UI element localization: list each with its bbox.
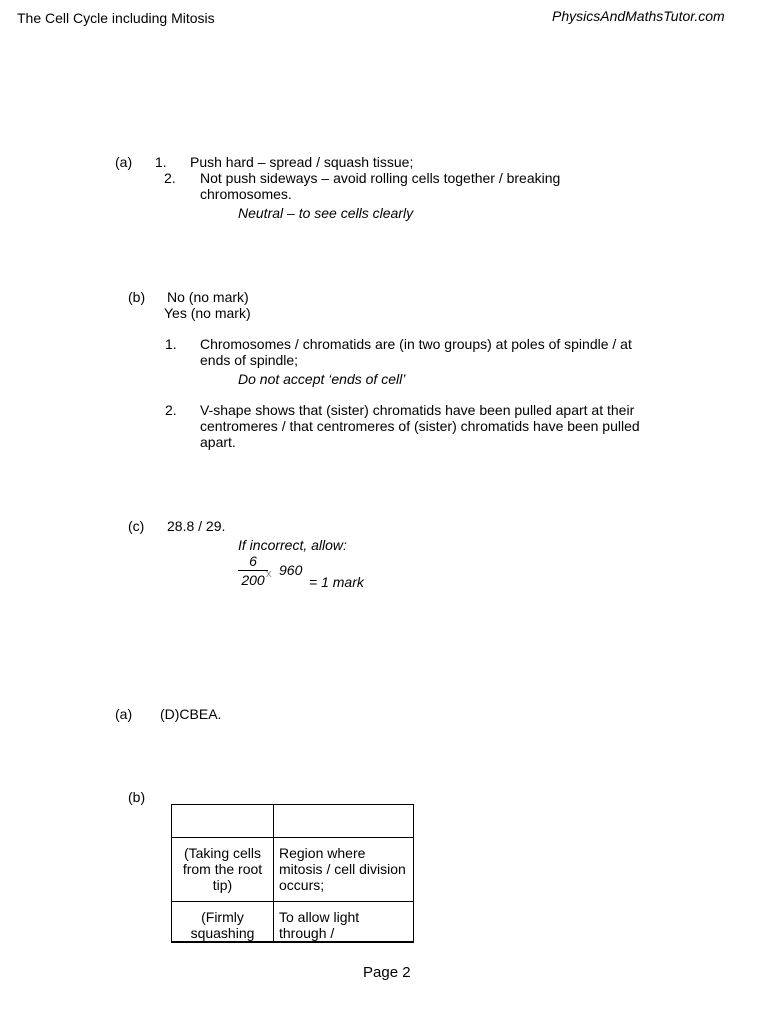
- q1b-point2-text-line2: centromeres / that centromeres of (sister) chromatids have been pulled: [200, 418, 640, 434]
- q1c-times-sign: x: [266, 568, 272, 580]
- table-cell: [274, 805, 414, 838]
- q1b-point1-text-line2: ends of spindle;: [200, 352, 299, 368]
- q1a-point2-text-line2: chromosomes.: [200, 186, 292, 202]
- table-cell: Region where mitosis / cell division occurs;: [274, 838, 414, 902]
- q1c-fraction-denominator: 200: [241, 572, 265, 588]
- q1c-fraction-numerator: 6: [249, 553, 257, 569]
- table-cell: [172, 805, 274, 838]
- q1b-point2-text-line1: V-shape shows that (sister) chromatids have been pulled apart at their: [200, 402, 635, 418]
- q1c-allow-note: If incorrect, allow:: [238, 537, 347, 553]
- q2b-mark-scheme-table: [171, 804, 414, 943]
- q1a-label: (a): [115, 154, 133, 170]
- q2a-answer: (D)CBEA.: [160, 706, 222, 722]
- q1b-point1-number: 1.: [165, 336, 177, 352]
- document-title: The Cell Cycle including Mitosis: [17, 10, 215, 26]
- q1a-neutral-note: Neutral – to see cells clearly: [238, 205, 414, 221]
- table-cell: (Taking cells from the root tip): [172, 838, 274, 902]
- q1b-point2-number: 2.: [165, 402, 177, 418]
- q1c-multiplier: 960: [279, 562, 303, 578]
- q1a-point2-text-line1: Not push sideways – avoid rolling cells together / breaking: [200, 170, 561, 186]
- q1c-mark-note: = 1 mark: [309, 574, 364, 590]
- q1b-point1-text-line1: Chromosomes / chromatids are (in two groups) at poles of spindle / at: [200, 336, 632, 352]
- q1a-point1-number: 1.: [155, 154, 167, 170]
- table-cell: To allow light through /: [274, 902, 414, 943]
- q1b-point2-text-line3: apart.: [200, 434, 236, 450]
- table-row: [172, 838, 414, 902]
- q1b-yes-answer: Yes (no mark): [164, 305, 251, 321]
- q2b-label: (b): [128, 789, 146, 805]
- q1a-point2-number: 2.: [164, 170, 176, 186]
- page-number: Page 2: [363, 964, 411, 981]
- q1b-label: (b): [128, 289, 146, 305]
- table-cell: (Firmly squashing: [172, 902, 274, 943]
- q1c-label: (c): [128, 518, 145, 534]
- table-row: [172, 902, 414, 943]
- q1b-do-not-accept-note: Do not accept ‘ends of cell’: [238, 371, 406, 387]
- q2a-label: (a): [115, 706, 133, 722]
- q1b-no-answer: No (no mark): [167, 289, 249, 305]
- q1c-fraction: [238, 553, 268, 588]
- table-row: [172, 805, 414, 838]
- q1c-answer: 28.8 / 29.: [167, 518, 226, 534]
- q1c-fraction-bar: [238, 570, 268, 571]
- q1a-point1-text: Push hard – spread / squash tissue;: [190, 154, 414, 170]
- site-name: PhysicsAndMathsTutor.com: [552, 8, 725, 24]
